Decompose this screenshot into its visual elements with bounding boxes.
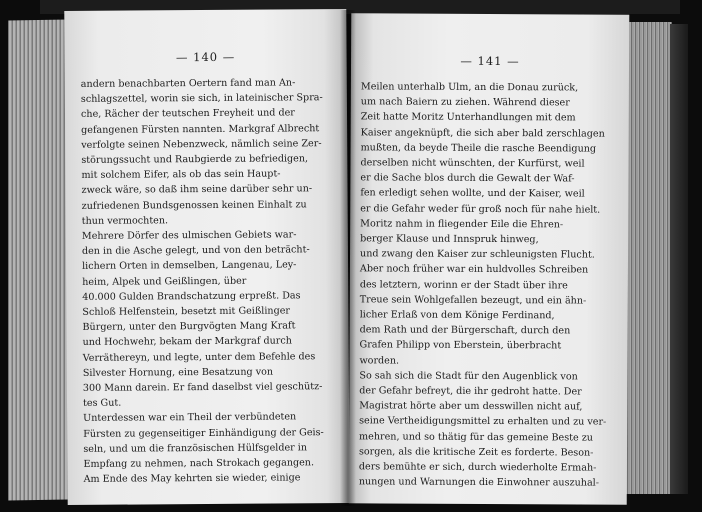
text-line: verfolgte seinen Nebenzweck, nämlich seine Zer- xyxy=(81,138,322,151)
right-page-header: — 141 — xyxy=(460,53,520,69)
text-line: Grafen Philipp von Eberstein, überbracht xyxy=(359,339,562,352)
text-line: So sah sich die Stadt für den Augenblick von xyxy=(359,370,578,383)
text-line: berger Klause und Innspruk hinweg, xyxy=(360,233,539,246)
text-line: mehren, und so thätig für das gemeine Beste zu xyxy=(359,430,594,444)
text-line: tes Gut. xyxy=(82,397,122,410)
text-line: mit solchem Eifer, als ob das sein Haupt- xyxy=(81,168,281,182)
text-line: worden. xyxy=(359,354,400,367)
right-page xyxy=(349,13,630,504)
text-line: zweck wäre, so daß ihm seine darüber sehr un- xyxy=(81,183,313,197)
text-line: Magistrat hörte aber um desswillen nicht auf, xyxy=(359,400,583,413)
text-line: fen erledigt sehen wollte, und der Kaiser, weil xyxy=(360,187,585,200)
text-line: 300 Mann darein. Er fand daselbst viel geschütz- xyxy=(82,381,323,394)
text-line: störungssucht und Raubgierde zu befriedigen, xyxy=(81,153,309,166)
text-line: nungen und Warnungen die Einwohner auszuhal- xyxy=(358,476,600,489)
text-line: heim, Alpek und Geißlingen, über xyxy=(82,275,247,288)
text-line: Kaiser angeknüpft, die sich aber bald zerschlagen xyxy=(360,126,605,140)
text-line: Empfang zu nehmen, nach Strokach gegangen. xyxy=(83,457,315,470)
text-line: thun vermochten. xyxy=(81,215,169,227)
left-page-stack xyxy=(8,19,68,500)
text-line: Zeit hatte Moritz Unterhandlungen mit dem xyxy=(360,111,576,124)
text-line: seine Vertheidigungsmittel zu erhalten und zu ver- xyxy=(359,415,607,429)
left-page xyxy=(64,9,349,505)
text-line: zufriedenen Bundsgenossen keinen Einhalt zu xyxy=(81,198,307,212)
book-gutter xyxy=(340,10,356,506)
text-line: um nach Baiern zu ziehen. Während dieser xyxy=(360,96,570,109)
left-page-text xyxy=(81,75,339,487)
text-line: er die Gefahr weder für groß noch für nahe hielt. xyxy=(360,202,601,216)
text-line: seln, und um die französischen Hülfsgelder in xyxy=(83,442,308,455)
text-line: sorgen, als die kritische Zeit es forderte. Beson- xyxy=(358,446,594,459)
text-line: dem Rath und der Bürgerschaft, durch den xyxy=(359,324,571,337)
text-line: und zwang den Kaiser zur schleunigsten Flucht. xyxy=(359,248,595,261)
text-line: des letztern, worinn er der Stadt über ihre xyxy=(359,278,568,292)
text-line: Meilen unterhalb Ulm, an die Donau zurück, xyxy=(360,81,579,94)
text-line: Am Ende des May kehrten sie wieder, einige xyxy=(83,472,301,486)
text-line: schlagszettel, worin sie sich, in lateinischer Spra- xyxy=(80,92,323,106)
text-line: Moritz nahm in fliegender Eile die Ehren- xyxy=(360,218,564,231)
text-line: Bürgern, unter den Burgvögten Mang Kraft xyxy=(82,320,296,334)
text-line: Fürsten zu gegenseitiger Einhändigung der Geis- xyxy=(83,426,324,440)
text-line: der Gefahr befreyt, die ihr gedroht hatte. Der xyxy=(359,385,582,398)
right-page-number: 141 xyxy=(477,53,503,69)
text-line: Aber noch früher war ein huldvolles Schreiben xyxy=(359,263,589,276)
text-line: gefangenen Fürsten nannten. Markgraf Albrecht xyxy=(81,122,320,136)
text-line: andern benachbarten Oertern fand man An- xyxy=(80,77,296,90)
text-line: Silvester Hornung, eine Besatzung von xyxy=(82,366,274,379)
text-line: Unterdessen war ein Theil der verbündeten xyxy=(83,411,297,425)
text-line: Mehrere Dörfer des ulmischen Gebiets war- xyxy=(81,229,297,242)
text-line: lichern Orten in demselben, Langenau, Ley- xyxy=(82,259,297,273)
right-page-stack xyxy=(626,22,672,494)
text-line: Verräthereyn, und legte, unter dem Befehle des xyxy=(82,350,316,364)
book-cover-edge xyxy=(670,24,688,494)
text-line: und Hochwehr, bekam der Markgraf durch xyxy=(82,335,292,349)
text-line: 40.000 Gulden Brandschatzung erpreßt. Das xyxy=(82,290,301,303)
left-page-header: — 140 — xyxy=(175,49,236,65)
text-line: er die Sache blos durch die Gewalt der Waf- xyxy=(360,172,575,185)
right-page-text xyxy=(359,79,619,491)
text-line: Treue sein Wohlgefallen bezeugt, und ein ähn- xyxy=(359,294,587,307)
left-page-number: 140 xyxy=(193,49,219,65)
text-line: licher Erlaß von dem Könige Ferdinand, xyxy=(359,309,555,322)
text-line: den in die Asche gelegt, und von den beträcht- xyxy=(81,244,310,258)
text-line: derselben nicht wünschten, der Kurfürst, weil xyxy=(360,157,585,170)
text-line: che, Rächer der teutschen Freyheit und der xyxy=(80,107,295,121)
text-line: Schloß Helfenstein, besetzt mit Geißlinger xyxy=(82,305,291,318)
text-line: mußten, da beyde Theile die rasche Beendigung xyxy=(360,142,597,155)
text-line: ders bemühte er sich, durch wiederholte Ermah- xyxy=(358,461,597,474)
